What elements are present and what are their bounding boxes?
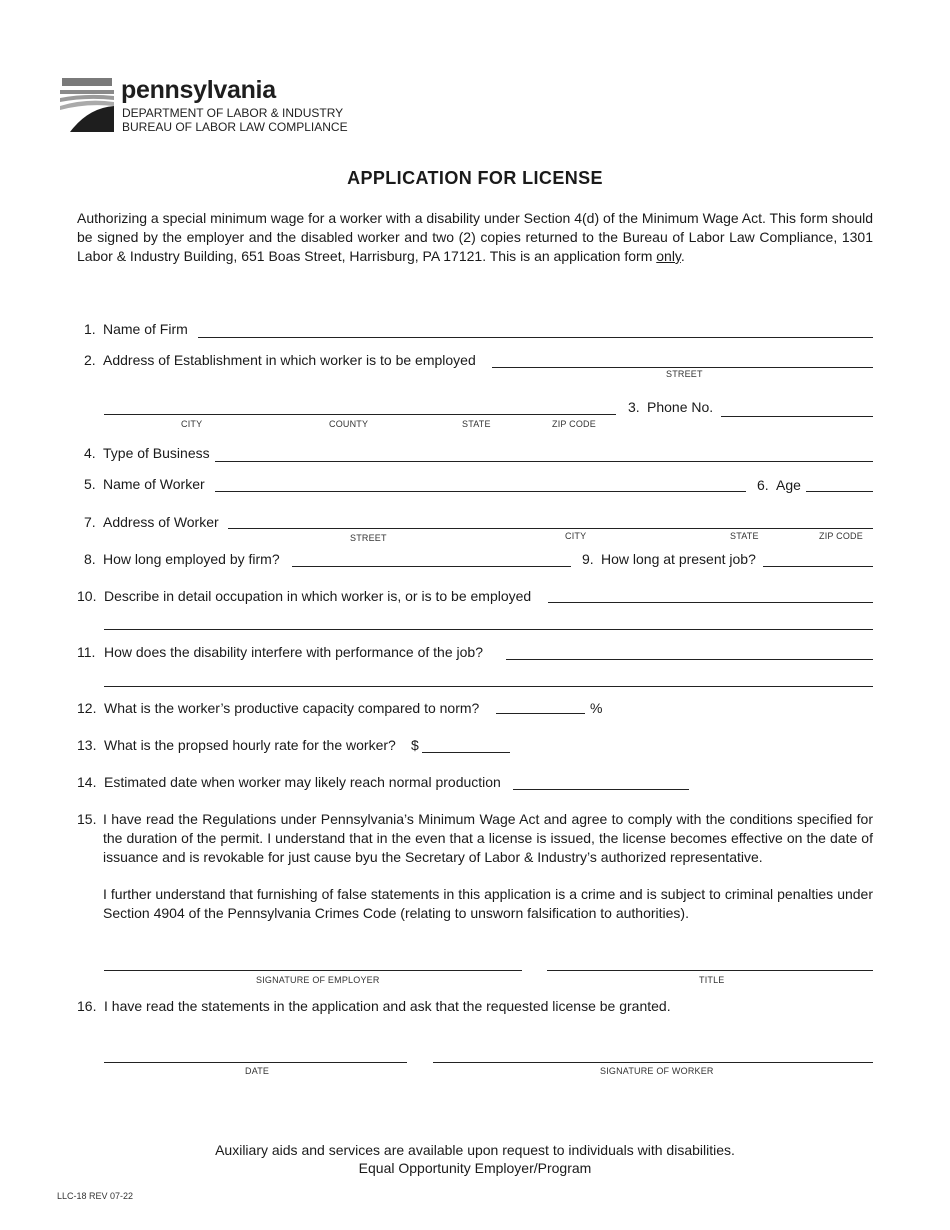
hourly-rate-field[interactable]	[422, 752, 510, 753]
keystone-icon	[58, 76, 116, 134]
q6-number: 6.	[757, 477, 769, 493]
department-name: DEPARTMENT OF LABOR & INDUSTRY	[122, 106, 344, 120]
q7-label: Address of Worker	[103, 514, 219, 530]
establishment-street-label: STREET	[666, 369, 703, 379]
employer-title-label: TITLE	[699, 975, 725, 985]
q5-label: Name of Worker	[103, 476, 205, 492]
q15-number: 15.	[77, 811, 97, 827]
q2-label: Address of Establishment in which worker is to be employed	[103, 352, 476, 368]
q13-label: What is the propsed hourly rate for the worker?	[104, 737, 396, 753]
employer-signature-field[interactable]	[104, 970, 522, 971]
employment-duration-field[interactable]	[292, 566, 571, 567]
q15-false-statement-paragraph: I further understand that furnishing of false statements in this application is a crime and is subject to criminal penalties under Section 4904 of the Pennsylvania Crimes Code (relating to unsworn falsification to authorities).	[103, 886, 873, 921]
occupation-field-line-1[interactable]	[548, 602, 873, 603]
state-name: pennsylvania	[121, 76, 276, 104]
q10-label: Describe in detail occupation in which worker is, or is to be employed	[104, 588, 532, 604]
worker-zip-label: ZIP CODE	[819, 531, 863, 541]
establishment-city-label: CITY	[181, 419, 203, 429]
worker-signature-field[interactable]	[433, 1062, 873, 1063]
present-job-duration-field[interactable]	[763, 566, 873, 567]
business-type-field[interactable]	[215, 461, 873, 462]
q12-label: What is the worker’s productive capacity compared to norm?	[104, 700, 480, 716]
employer-title-field[interactable]	[547, 970, 873, 971]
q4-number: 4.	[84, 445, 96, 461]
q14-number: 14.	[77, 774, 97, 790]
worker-city-label: CITY	[565, 531, 587, 541]
percent-sign: %	[590, 700, 603, 716]
intro-emphasis: only	[656, 248, 681, 264]
q1-number: 1.	[84, 321, 96, 337]
q10-number: 10.	[77, 588, 97, 604]
q1-label: Name of Firm	[103, 321, 188, 337]
q3-number: 3.	[628, 399, 640, 415]
establishment-city-county-state-zip-field[interactable]	[104, 414, 616, 415]
q13-number: 13.	[77, 737, 97, 753]
phone-field[interactable]	[721, 416, 873, 417]
q12-number: 12.	[77, 700, 97, 716]
disability-impact-field-line-1[interactable]	[506, 659, 873, 660]
establishment-county-label: COUNTY	[329, 419, 369, 429]
q9-number: 9.	[582, 551, 594, 567]
q2-number: 2.	[84, 352, 96, 368]
dollar-sign: $	[411, 737, 419, 753]
form-id: LLC-18 REV 07-22	[57, 1191, 134, 1201]
page-title: APPLICATION FOR LICENSE	[347, 168, 603, 188]
worker-state-label: STATE	[730, 531, 759, 541]
date-field[interactable]	[104, 1062, 407, 1063]
q5-number: 5.	[84, 476, 96, 492]
establishment-state-label: STATE	[462, 419, 491, 429]
q15-agreement-paragraph: I have read the Regulations under Pennsylvania’s Minimum Wage Act and agree to comply with the conditions specified for the duration of the permit. I understand that in the even that a license is issued, the license becomes effective on the date of issuance and is revokable for just cause byu the Secretary of Labor & Industry’s authorized representative.	[103, 811, 873, 865]
equal-opportunity-notice: Equal Opportunity Employer/Program	[358, 1160, 592, 1176]
intro-text: Authorizing a special minimum wage for a worker with a disability under Section 4(d) of the Minimum Wage Act. This form should be signed by the employer and the disabled worker and two (2) copies returned to the Bureau of Labor Law Compliance, 1301 Labor & Industry Building, 651 Boas Street, Harrisburg, PA 17121. This is an application form	[77, 210, 874, 264]
firm-name-field[interactable]	[198, 337, 873, 338]
worker-street-label: STREET	[350, 533, 387, 543]
q16-label: I have read the statements in the application and ask that the requested license be granted.	[104, 998, 671, 1014]
q11-label: How does the disability interfere with performance of the job?	[104, 644, 483, 660]
establishment-street-field[interactable]	[492, 367, 873, 368]
worker-address-field[interactable]	[228, 528, 873, 529]
q9-label: How long at present job?	[601, 551, 756, 567]
q11-number: 11.	[77, 644, 96, 660]
q4-label: Type of Business	[103, 445, 210, 461]
worker-name-field[interactable]	[215, 491, 746, 492]
date-label: DATE	[245, 1066, 270, 1076]
establishment-zip-label: ZIP CODE	[552, 419, 596, 429]
bureau-name: BUREAU OF LABOR LAW COMPLIANCE	[122, 120, 348, 134]
productive-capacity-field[interactable]	[496, 713, 585, 714]
accessibility-notice: Auxiliary aids and services are available upon request to individuals with disabilities.	[215, 1142, 735, 1158]
intro-end: .	[680, 248, 685, 264]
q6-label: Age	[776, 477, 801, 493]
employer-signature-label: SIGNATURE OF EMPLOYER	[256, 975, 380, 985]
age-field[interactable]	[806, 491, 873, 492]
normal-production-date-field[interactable]	[513, 789, 689, 790]
q8-label: How long employed by firm?	[103, 551, 280, 567]
occupation-field-line-2[interactable]	[104, 629, 873, 630]
q8-number: 8.	[84, 551, 96, 567]
q16-number: 16.	[77, 998, 97, 1014]
pa-keystone-logo	[58, 76, 116, 134]
q14-label: Estimated date when worker may likely reach normal production	[104, 774, 501, 790]
q7-number: 7.	[84, 514, 96, 530]
q3-label: Phone No.	[647, 399, 714, 415]
disability-impact-field-line-2[interactable]	[104, 686, 873, 687]
intro-paragraph	[77, 209, 873, 266]
worker-signature-label: SIGNATURE OF WORKER	[600, 1066, 714, 1076]
